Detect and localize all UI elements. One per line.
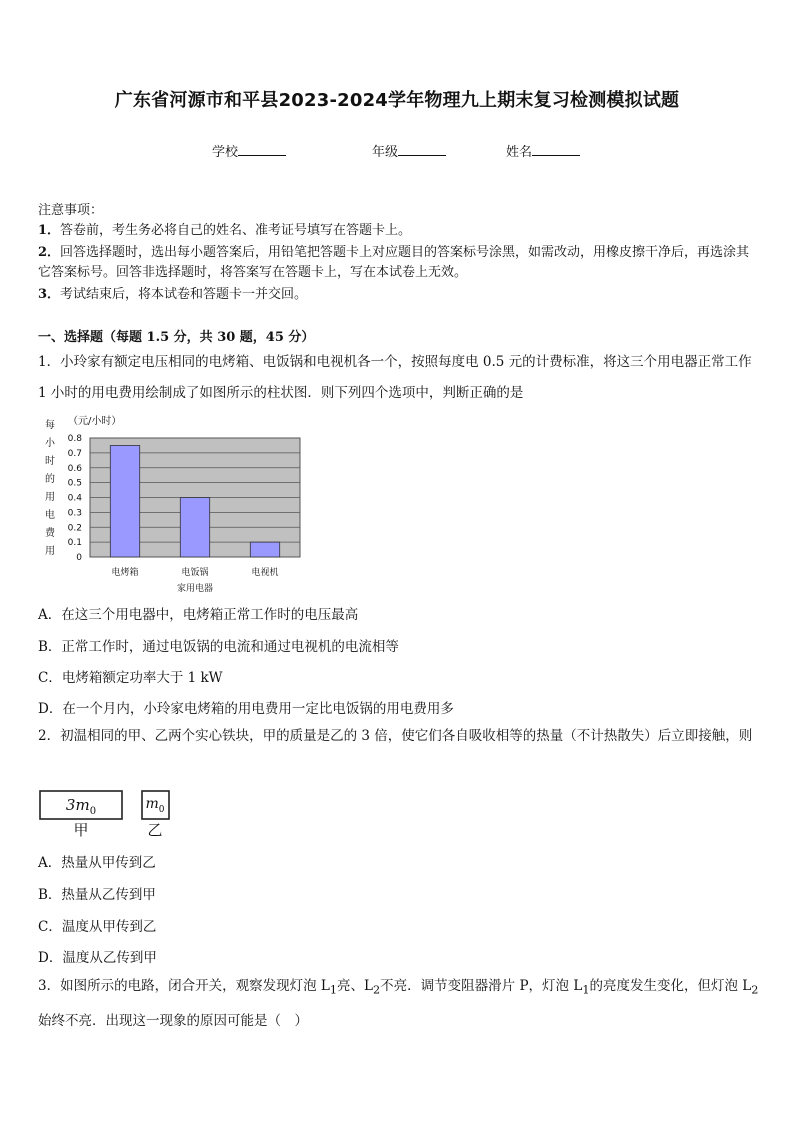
q3-text: 不亮．调节变阻器滑片 P，灯泡 L xyxy=(380,978,583,994)
chart-ylabel-char: 电 xyxy=(45,510,55,521)
notice-item-1 xyxy=(38,221,760,241)
school-field[interactable] xyxy=(212,141,286,160)
q3-text: 始终不亮．出现这一现象的原因可能是（ ） xyxy=(38,1012,308,1029)
block-yi-label: 乙 xyxy=(147,821,163,839)
question-2-option-d[interactable]: D．温度从乙传到甲 xyxy=(38,950,157,966)
chart-ylabel-char: 小 xyxy=(45,438,55,449)
q3-sub: 1 xyxy=(329,983,338,997)
q3-sub: 1 xyxy=(582,983,590,997)
notice-text: 考试结束后，将本试卷和答题卡一并交回。 xyxy=(60,287,308,302)
chart-ytick-label: 0 xyxy=(76,553,82,563)
notice-num: 1． xyxy=(38,223,61,238)
student-info xyxy=(0,141,794,161)
school-label: 学校 xyxy=(212,145,239,160)
name-field[interactable] xyxy=(506,141,580,160)
iron-blocks-figure xyxy=(38,789,178,839)
chart-ytick-label: 0.2 xyxy=(67,523,82,534)
question-1-option-b[interactable]: B．正常工作时，通过电饭锅的电流和通过电视机的电流相等 xyxy=(38,639,399,655)
question-1-stem: 1．小玲家有额定电压相同的电烤箱、电饭锅和电视机各一个，按照每度电 0.5 元的计费标准，将这三个用电器正常工作 1 小时的用电费用绘制成了如图所示的柱状图．则下列四个选项中，判断正确的是 xyxy=(38,354,752,401)
question-2-option-a[interactable]: A．热量从甲传到乙 xyxy=(38,855,156,871)
name-label: 姓名 xyxy=(506,145,533,160)
chart-ytick-label: 0.6 xyxy=(67,463,82,474)
chart-ylabel-char: 用 xyxy=(45,546,55,557)
chart-yticks xyxy=(68,434,83,563)
chart-ylabel-char: 每 xyxy=(45,420,55,431)
chart-xticks xyxy=(111,566,278,578)
chart-bar xyxy=(250,542,279,557)
chart-ytick-label: 0.7 xyxy=(67,448,82,459)
question-3-stem xyxy=(38,971,762,1037)
question-1-option-a[interactable]: A．在这三个用电器中，电烤箱正常工作时的电压最高 xyxy=(38,607,359,623)
chart-ytick-label: 0.4 xyxy=(67,493,82,504)
school-blank[interactable] xyxy=(238,143,286,156)
notice-item-2 xyxy=(38,243,760,283)
chart-ylabel-char: 时 xyxy=(45,456,55,467)
block-jia-mass-sub: 0 xyxy=(89,806,97,817)
chart-xtick-label: 电视机 xyxy=(251,568,279,578)
chart-ytick-label: 0.8 xyxy=(67,434,82,444)
chart-ytick-label: 0.3 xyxy=(67,508,82,519)
notice-text: 回答选择题时，选出每小题答案后，用铅笔把答题卡上对应题目的答案标号涂黑，如需改动，用橡皮擦干净后，再选涂其它答案标号。回答非选择题时，将答案写在答题卡上，写在本试卷上无效。 xyxy=(38,245,750,280)
question-2-option-c[interactable]: C．温度从甲传到乙 xyxy=(38,919,157,935)
notice-item-3 xyxy=(38,285,760,305)
chart-bar xyxy=(180,498,209,558)
q3-sub: 2 xyxy=(373,983,381,997)
q3-sub: 2 xyxy=(751,983,759,997)
notice-num: 2． xyxy=(38,245,61,260)
chart-ylabel-char: 用 xyxy=(45,492,55,503)
bar-chart xyxy=(38,410,328,600)
block-jia-label: 甲 xyxy=(73,821,89,839)
grade-field[interactable] xyxy=(372,141,446,160)
question-2-option-b[interactable]: B．热量从乙传到甲 xyxy=(38,887,156,903)
block-yi-mass-main: m xyxy=(145,796,159,812)
section-heading: 一、选择题（每题 1.5 分，共 30 题，45 分） xyxy=(38,330,315,345)
chart-ylabel xyxy=(45,418,56,557)
q3-text: 亮、L xyxy=(337,978,373,994)
grade-label: 年级 xyxy=(372,145,399,160)
notice-num: 3． xyxy=(38,287,61,302)
question-1-option-c[interactable]: C．电烤箱额定功率大于 1 kW xyxy=(38,670,223,686)
chart-xtick-label: 电烤箱 xyxy=(111,568,139,578)
name-blank[interactable] xyxy=(532,143,580,156)
q3-text: 的亮度发生变化，但灯泡 L xyxy=(589,978,752,994)
chart-yunit: （元/小时） xyxy=(68,416,122,427)
grade-blank[interactable] xyxy=(398,143,446,156)
notice-heading: 注意事项： xyxy=(38,203,104,218)
question-2-stem: 2．初温相同的甲、乙两个实心铁块，甲的质量是乙的 3 倍，使它们各自吸收相等的热量（不计热散失）后立即接触，则 xyxy=(38,728,753,744)
chart-ytick-label: 0.5 xyxy=(67,478,82,489)
notice-text: 答卷前，考生务必将自己的姓名、准考证号填写在答题卡上。 xyxy=(60,223,412,238)
chart-ylabel-char: 费 xyxy=(45,528,55,539)
chart-xtick-label: 电饭锅 xyxy=(181,568,209,578)
block-yi-mass-sub: 0 xyxy=(158,805,165,815)
question-1-option-d[interactable]: D．在一个月内，小玲家电烤箱的用电费用一定比电饭锅的用电费用多 xyxy=(38,701,454,717)
chart-ytick-label: 0.1 xyxy=(67,538,82,549)
chart-xlabel: 家用电器 xyxy=(176,584,214,594)
page-title: 广东省河源市和平县2023-2024学年物理九上期末复习检测模拟试题 xyxy=(114,90,680,111)
chart-ylabel-char: 的 xyxy=(45,474,55,485)
block-jia-mass-main: 3m xyxy=(65,796,90,814)
chart-bar xyxy=(110,445,139,557)
q3-text: 3．如图所示的电路，闭合开关，观察发现灯泡 L xyxy=(38,978,330,994)
